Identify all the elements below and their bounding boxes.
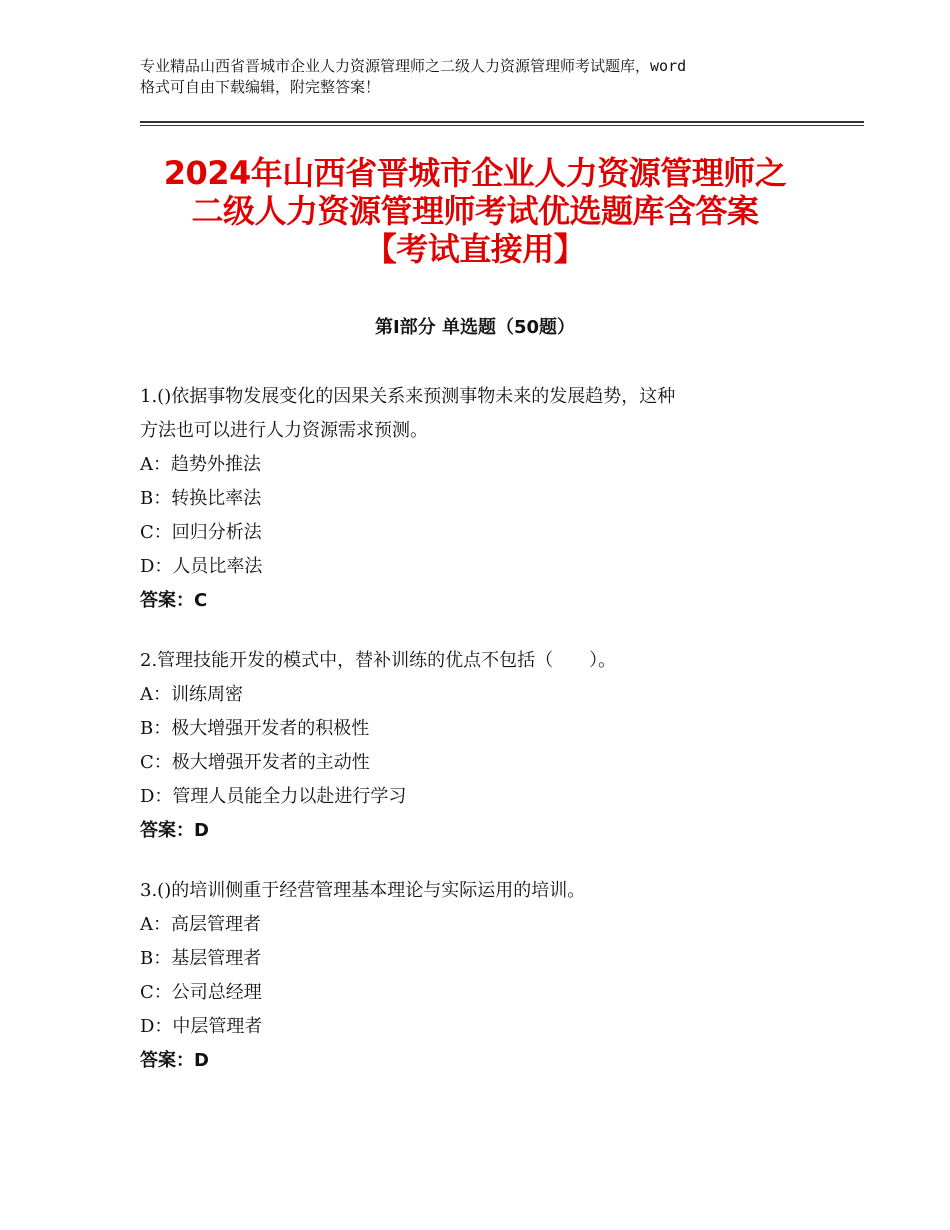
answer: 答案：D <box>140 1050 209 1071</box>
option-a: A：趋势外推法 <box>140 454 261 475</box>
option-c: C：回归分析法 <box>140 522 262 543</box>
question-stem-line: 2.管理技能开发的模式中，替补训练的优点不包括（ ）。 <box>140 650 617 671</box>
option-c: C：极大增强开发者的主动性 <box>140 752 370 773</box>
question-stem <box>140 644 810 678</box>
question-stem-line: 方法也可以进行人力资源需求预测。 <box>140 420 428 441</box>
option-a: A：高层管理者 <box>140 914 261 935</box>
question-1 <box>140 380 810 618</box>
option-b: B：基层管理者 <box>140 948 262 969</box>
question-3 <box>140 874 810 1078</box>
section-title: 第Ⅰ部分 单选题（50题） <box>374 317 575 338</box>
header-line-1: 专业精品山西省晋城市企业人力资源管理师之二级人力资源管理师考试题库，word <box>140 57 687 75</box>
option-b: B：极大增强开发者的积极性 <box>140 718 370 739</box>
question-stem-line: 1.()依据事物发展变化的因果关系来预测事物未来的发展趋势，这种 <box>140 386 676 407</box>
option-d: D：管理人员能全力以赴进行学习 <box>140 786 407 807</box>
answer: 答案：D <box>140 820 209 841</box>
title-line-3: 【考试直接用】 <box>364 230 586 268</box>
question-stem <box>140 380 810 448</box>
header-divider-thick <box>140 121 864 123</box>
option-c: C：公司总经理 <box>140 982 262 1003</box>
option-a: A：训练周密 <box>140 684 243 705</box>
header-line-2: 格式可自由下载编辑，附完整答案！ <box>140 78 381 96</box>
answer: 答案：C <box>140 590 208 611</box>
question-2 <box>140 644 810 848</box>
question-list <box>140 380 810 1104</box>
option-b: B：转换比率法 <box>140 488 262 509</box>
question-stem <box>140 874 810 908</box>
question-stem-line: 3.()的培训侧重于经营管理基本理论与实际运用的培训。 <box>140 880 586 901</box>
title-line-2: 二级人力资源管理师考试优选题库含答案 <box>191 192 759 230</box>
header-divider-thin <box>140 125 864 126</box>
document-title <box>100 154 850 268</box>
page-header <box>140 56 840 98</box>
title-line-1: 2024年山西省晋城市企业人力资源管理师之 <box>163 154 787 192</box>
option-d: D：人员比率法 <box>140 556 263 577</box>
option-d: D：中层管理者 <box>140 1016 263 1037</box>
